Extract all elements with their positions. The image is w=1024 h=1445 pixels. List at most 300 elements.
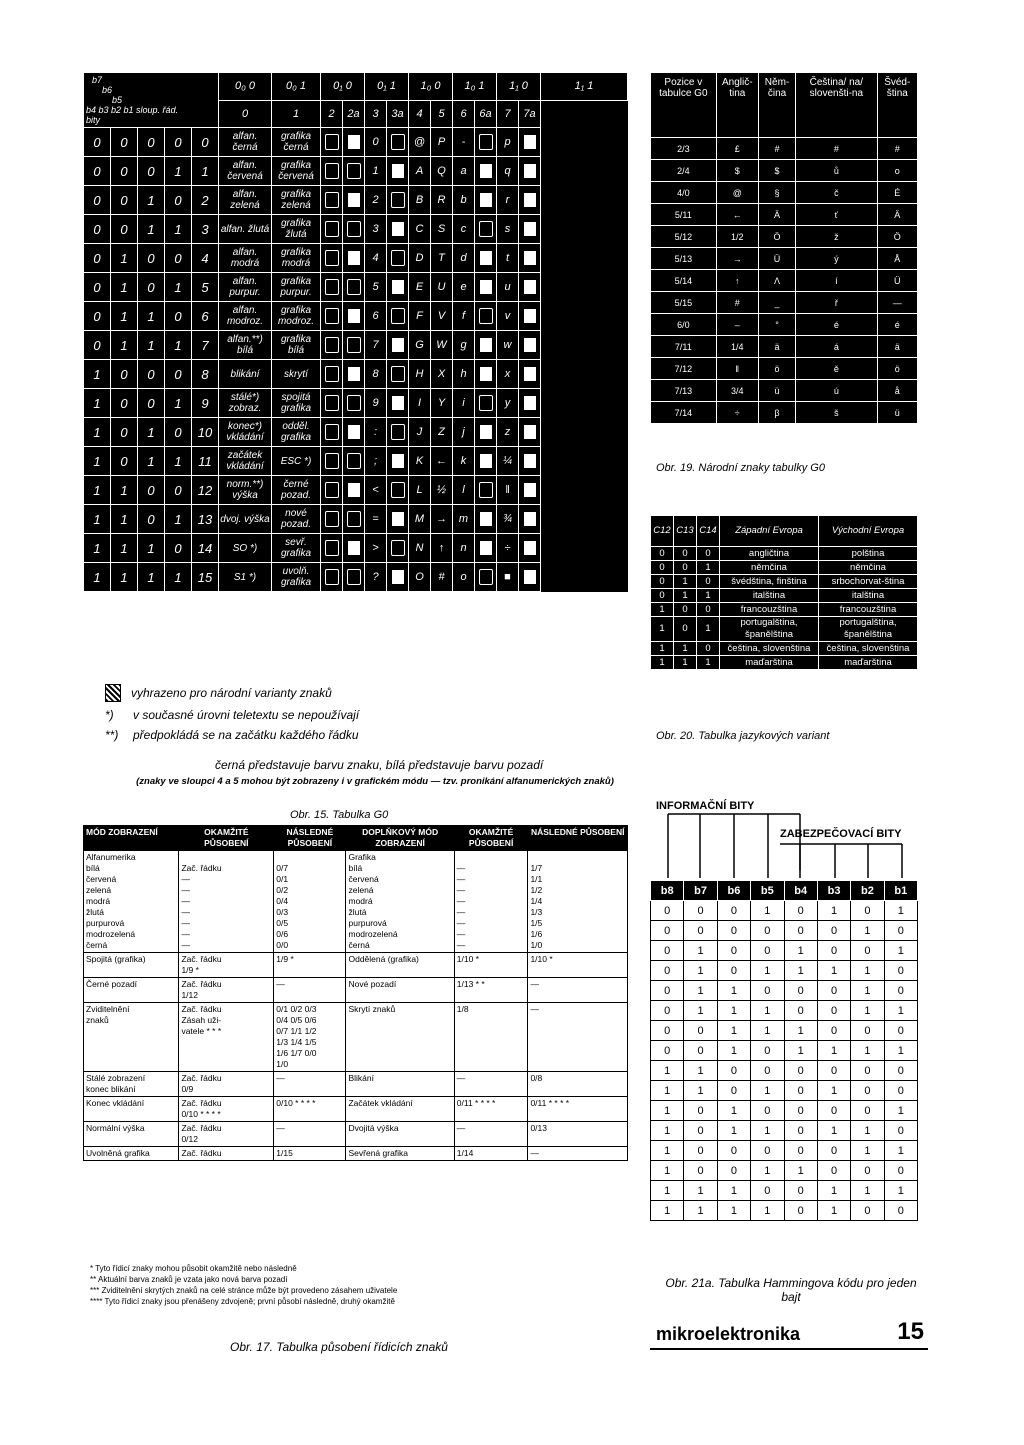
mosaic-icon xyxy=(325,395,339,411)
table21-cell: 1 xyxy=(751,1081,784,1101)
table21-cell: 0 xyxy=(817,1141,850,1161)
table21-cell: 0 xyxy=(784,1181,817,1201)
table20-row xyxy=(651,656,918,670)
table21-cell: 1 xyxy=(817,961,850,981)
mosaic-icon xyxy=(480,338,492,352)
table17-cell: Dvojitá výška xyxy=(346,1122,454,1147)
table19-header: Švéd-ština xyxy=(877,73,918,138)
mosaic-cell xyxy=(321,360,343,389)
row-number: 0 xyxy=(192,128,219,157)
mosaic-cell xyxy=(387,360,409,389)
table21-cell: 1 xyxy=(717,1201,750,1221)
char-cell: 9 xyxy=(365,389,387,418)
mosaic-cell xyxy=(387,476,409,505)
mosaic-icon xyxy=(524,454,536,468)
char-cell: < xyxy=(365,476,387,505)
bit-cell: 0 xyxy=(111,447,138,476)
table19-cell: – xyxy=(716,314,758,336)
mosaic-cell xyxy=(387,331,409,360)
char-cell: w xyxy=(497,331,519,360)
bit-brackets xyxy=(650,810,918,882)
col-bits-header: 1₁ 1 xyxy=(541,73,628,101)
row-number: 12 xyxy=(192,476,219,505)
table19-header: Pozice v tabulce G0 xyxy=(651,73,717,138)
mosaic-cell xyxy=(321,331,343,360)
char-cell: v xyxy=(497,302,519,331)
table19-cell: Ö xyxy=(758,226,795,248)
char-cell: q xyxy=(497,157,519,186)
mosaic-icon xyxy=(392,164,404,178)
table19-row xyxy=(651,270,918,292)
corner-bity: bity xyxy=(86,115,101,125)
table21-cell: 1 xyxy=(751,961,784,981)
table19-cell: £ xyxy=(716,138,758,160)
table19-cell: č xyxy=(796,182,877,204)
table21-cell: 0 xyxy=(784,1141,817,1161)
bit-cell: 0 xyxy=(138,128,165,157)
table21-cell: 0 xyxy=(817,1101,850,1121)
g0-row xyxy=(84,476,628,505)
table21-cell: 1 xyxy=(684,941,717,961)
table21-cell: 1 xyxy=(651,1081,684,1101)
footnote: * Tyto řídicí znaky mohou působit okamžitě nebo následně xyxy=(90,1264,297,1273)
g0-row xyxy=(84,534,628,563)
table20-cell: 0 xyxy=(674,547,697,561)
table19-cell: → xyxy=(716,248,758,270)
legend-line-1: vyhrazeno pro národní varianty znaků xyxy=(131,686,332,700)
table19-cell: ý xyxy=(796,248,877,270)
mosaic-icon xyxy=(348,193,360,207)
table21-cell: 1 xyxy=(717,1181,750,1201)
column-1-cell: sevř. grafika xyxy=(272,534,321,563)
footnote: **** Tyto řídicí znaky jsou přenášeny zdvojeně; první působí následně, druhý okamžitě xyxy=(90,1297,395,1306)
table21-cell: 0 xyxy=(751,981,784,1001)
table17-cell: Zač. řádku 0/12 xyxy=(179,1122,274,1147)
mosaic-cell xyxy=(387,563,409,592)
g0-row xyxy=(84,505,628,534)
table21-cell: 0 xyxy=(684,1121,717,1141)
bit-cell: 1 xyxy=(111,244,138,273)
table21-cell: 1 xyxy=(851,1141,884,1161)
table21-cell: 0 xyxy=(784,1121,817,1141)
table17-cell: Spojitá (grafika) xyxy=(84,953,179,978)
table19-cell: ü xyxy=(877,402,918,424)
table21-header: b6 xyxy=(717,881,750,901)
column-1-cell: grafika modrá xyxy=(272,244,321,273)
mosaic-icon xyxy=(524,338,536,352)
char-cell: W xyxy=(431,331,453,360)
mosaic-icon xyxy=(391,250,405,266)
table20-cell: portugalština, španělština xyxy=(819,617,918,642)
table17-cell: Konec vkládání xyxy=(84,1097,179,1122)
char-cell: B xyxy=(409,186,431,215)
column-0-cell: dvoj. výška xyxy=(219,505,272,534)
g0-row xyxy=(84,302,628,331)
table19-cell: š xyxy=(796,402,877,424)
table20-cell: srbochorvat-ština xyxy=(819,575,918,589)
mosaic-icon xyxy=(325,134,339,150)
table21-cell: 0 xyxy=(717,921,750,941)
table21-cell: 1 xyxy=(684,1001,717,1021)
table21-row xyxy=(651,1021,918,1041)
table19-cell: 1/4 xyxy=(716,336,758,358)
table17-cell: 1/14 xyxy=(454,1147,528,1161)
char-cell: @ xyxy=(409,128,431,157)
table19-cell: Ü xyxy=(758,248,795,270)
mosaic-icon xyxy=(480,251,492,265)
table17-cell: 1/13 * * xyxy=(454,978,528,1003)
mosaic-icon xyxy=(347,163,361,179)
table17-cell: — xyxy=(454,1072,528,1097)
table21-cell: 1 xyxy=(751,1121,784,1141)
table21-cell: 0 xyxy=(851,1061,884,1081)
char-cell: = xyxy=(365,505,387,534)
char-cell: J xyxy=(409,418,431,447)
g0-row xyxy=(84,186,628,215)
table21-cell: 1 xyxy=(851,1181,884,1201)
table21-cell: 1 xyxy=(651,1181,684,1201)
char-cell: N xyxy=(409,534,431,563)
table17-row xyxy=(84,978,628,1003)
table19-cell: ě xyxy=(796,358,877,380)
bit-cell: 0 xyxy=(138,476,165,505)
table19-cell: — xyxy=(877,292,918,314)
table21-header: b3 xyxy=(817,881,850,901)
table19-row xyxy=(651,314,918,336)
g0-row xyxy=(84,215,628,244)
mosaic-icon xyxy=(325,250,339,266)
mosaic-icon xyxy=(524,193,536,207)
table21-cell: 1 xyxy=(717,1021,750,1041)
mosaic-cell xyxy=(475,128,497,157)
table20-header: C14 xyxy=(697,516,720,547)
col-bits-header: 1₀ 1 xyxy=(453,73,497,101)
mosaic-icon xyxy=(524,396,536,410)
bit-cell: 0 xyxy=(165,534,192,563)
mosaic-icon xyxy=(325,366,339,382)
char-cell: D xyxy=(409,244,431,273)
table19-cell: ° xyxy=(758,314,795,336)
language-variants-table xyxy=(650,515,918,670)
table21-cell: 0 xyxy=(717,941,750,961)
table21-cell: 0 xyxy=(684,1141,717,1161)
char-cell: > xyxy=(365,534,387,563)
mosaic-cell xyxy=(343,418,365,447)
mosaic-cell xyxy=(387,215,409,244)
col-number-header: 2a xyxy=(343,100,365,128)
table17-cell: Zviditelnění znaků xyxy=(84,1003,179,1072)
table17-cell: — xyxy=(528,1147,628,1161)
table19-cell: ř xyxy=(796,292,877,314)
g0-row xyxy=(84,418,628,447)
table19-row xyxy=(651,358,918,380)
mosaic-icon xyxy=(479,569,493,585)
table21-cell: 0 xyxy=(851,941,884,961)
table21-cell: 0 xyxy=(717,961,750,981)
table21-cell: 0 xyxy=(717,1081,750,1101)
mosaic-icon xyxy=(391,540,405,556)
table19-cell: 4/0 xyxy=(651,182,717,204)
mosaic-cell xyxy=(387,157,409,186)
table17-cell: — xyxy=(528,978,628,1003)
mosaic-cell xyxy=(343,563,365,592)
char-cell: b xyxy=(453,186,475,215)
table19-row xyxy=(651,336,918,358)
col-number-header: 7 xyxy=(497,100,519,128)
col-number-header: 6a xyxy=(475,100,497,128)
char-cell: : xyxy=(365,418,387,447)
mosaic-icon xyxy=(392,396,404,410)
bit-cell: 1 xyxy=(111,302,138,331)
table21-cell: 0 xyxy=(851,1201,884,1221)
char-cell: ÷ xyxy=(497,534,519,563)
col-bits-header: 1₁ 0 xyxy=(497,73,541,101)
char-cell: X xyxy=(431,360,453,389)
mosaic-cell xyxy=(343,215,365,244)
table17-cell: Zač. řádku 0/10 * * * * xyxy=(179,1097,274,1122)
table20-caption: Obr. 20. Tabulka jazykových variant xyxy=(656,730,830,742)
mosaic-icon xyxy=(392,338,404,352)
legend-mark-2: *) xyxy=(105,708,114,722)
table21-cell: 1 xyxy=(817,1181,850,1201)
char-cell: P xyxy=(431,128,453,157)
char-cell: H xyxy=(409,360,431,389)
bit-cell: 1 xyxy=(138,418,165,447)
char-cell: K xyxy=(409,447,431,476)
column-1-cell: černé pozad. xyxy=(272,476,321,505)
table21-cell: 1 xyxy=(651,1061,684,1081)
mosaic-icon xyxy=(325,163,339,179)
column-1-cell: uvolň. grafika xyxy=(272,563,321,592)
bit-cell: 0 xyxy=(111,128,138,157)
table21-cell: 1 xyxy=(651,1101,684,1121)
table21-cell: 0 xyxy=(651,1021,684,1041)
table17-cell: Skrytí znaků xyxy=(346,1003,454,1072)
table20-cell: 1 xyxy=(651,642,674,656)
bit-cell: 0 xyxy=(165,186,192,215)
mosaic-icon xyxy=(325,337,339,353)
col-bits-header: 0₀ 1 xyxy=(272,73,321,101)
mosaic-cell xyxy=(387,128,409,157)
row-number: 10 xyxy=(192,418,219,447)
mosaic-cell xyxy=(343,128,365,157)
bit-cell: 0 xyxy=(84,128,111,157)
bit-cell: 0 xyxy=(165,128,192,157)
bit-cell: 1 xyxy=(84,505,111,534)
table21-cell: 0 xyxy=(717,1161,750,1181)
table17-header: NÁSLEDNÉ PŮSOBENÍ xyxy=(274,826,346,851)
table17-cell: Alfanumerika bílá červená zelená modrá žlutá purpurová modrozelená černá xyxy=(84,851,179,953)
table20-row xyxy=(651,575,918,589)
table21-cell: 0 xyxy=(717,901,750,921)
table21-cell: 1 xyxy=(884,1101,917,1121)
security-bits-label: ZABEZPEČOVACÍ BITY xyxy=(780,828,902,840)
table20-cell: italština xyxy=(720,589,819,603)
table21-cell: 0 xyxy=(684,1021,717,1041)
table17-header: MÓD ZOBRAZENÍ xyxy=(84,826,179,851)
mosaic-cell xyxy=(475,418,497,447)
char-cell: ■ xyxy=(497,563,519,592)
table19-cell: ů xyxy=(796,160,877,182)
mosaic-cell xyxy=(387,273,409,302)
table21-cell: 0 xyxy=(651,921,684,941)
table21-cell: 1 xyxy=(684,1081,717,1101)
table17-row xyxy=(84,1122,628,1147)
info-bits-label: INFORMAČNÍ BITY xyxy=(656,800,755,812)
bit-cell: 1 xyxy=(165,331,192,360)
char-cell: T xyxy=(431,244,453,273)
table20-cell: 0 xyxy=(697,547,720,561)
mosaic-icon xyxy=(348,425,360,439)
table20-cell: 1 xyxy=(651,617,674,642)
table20-cell: němčina xyxy=(720,561,819,575)
mosaic-cell xyxy=(519,128,541,157)
mosaic-icon xyxy=(479,308,493,324)
col-bits-header: 0₁ 0 xyxy=(321,73,365,101)
table21-cell: 1 xyxy=(751,901,784,921)
table21-cell: 0 xyxy=(751,1061,784,1081)
table20-cell: 0 xyxy=(651,561,674,575)
g0-row xyxy=(84,273,628,302)
mosaic-icon xyxy=(524,280,536,294)
table21-cell: 1 xyxy=(884,941,917,961)
char-cell: U xyxy=(431,273,453,302)
mosaic-cell xyxy=(321,244,343,273)
mosaic-icon xyxy=(392,454,404,468)
table19-cell: ö xyxy=(758,358,795,380)
table21-cell: 1 xyxy=(784,941,817,961)
table19-cell: 1/2 xyxy=(716,226,758,248)
column-0-cell: SO *) xyxy=(219,534,272,563)
mosaic-icon xyxy=(347,279,361,295)
table21-cell: 1 xyxy=(817,1041,850,1061)
legend-note-2: (znaky ve sloupci 4 a 5 mohou být zobrazeny i v grafickém módu — tzv. pronikání alfanumerických znaků) xyxy=(136,776,614,787)
mosaic-cell xyxy=(387,302,409,331)
table20-cell: 0 xyxy=(697,575,720,589)
table17-cell: — xyxy=(454,1122,528,1147)
table21-cell: 1 xyxy=(717,1101,750,1121)
mosaic-cell xyxy=(321,418,343,447)
table21-cell: 0 xyxy=(651,981,684,1001)
table19-cell: Λ xyxy=(758,270,795,292)
col-bits-header: 1₀ 0 xyxy=(409,73,453,101)
table20-header: C13 xyxy=(674,516,697,547)
table21-cell: 0 xyxy=(784,1201,817,1221)
mosaic-cell xyxy=(519,563,541,592)
column-0-cell: alfan. modrá xyxy=(219,244,272,273)
mosaic-icon xyxy=(391,424,405,440)
mosaic-cell xyxy=(475,331,497,360)
table21-cell: 1 xyxy=(651,1121,684,1141)
mosaic-icon xyxy=(524,164,536,178)
table17-row xyxy=(84,1097,628,1122)
bit-cell: 0 xyxy=(84,273,111,302)
table19-cell: ‖ xyxy=(716,358,758,380)
bit-cell: 0 xyxy=(138,505,165,534)
char-cell: ↑ xyxy=(431,534,453,563)
bit-cell: 0 xyxy=(84,331,111,360)
char-cell: ? xyxy=(365,563,387,592)
table21-cell: 0 xyxy=(751,941,784,961)
table19-row xyxy=(651,248,918,270)
mosaic-icon xyxy=(348,541,360,555)
char-cell: m xyxy=(453,505,475,534)
table21-row xyxy=(651,941,918,961)
mosaic-icon xyxy=(524,512,536,526)
col-number-header: 2 xyxy=(321,100,343,128)
mosaic-icon xyxy=(348,483,360,497)
mosaic-cell xyxy=(321,215,343,244)
mosaic-icon xyxy=(348,309,360,323)
mosaic-cell xyxy=(321,447,343,476)
mosaic-cell xyxy=(321,128,343,157)
table19-cell: 7/13 xyxy=(651,380,717,402)
table17-cell: 0/1 0/2 0/3 0/4 0/5 0/6 0/7 1/1 1/2 1/3 1/4 1/5 1/6 1/7 0/0 1/0 xyxy=(274,1003,346,1072)
bit-cell: 1 xyxy=(84,418,111,447)
table21-cell: 0 xyxy=(817,1001,850,1021)
table19-cell: É xyxy=(877,182,918,204)
table19-cell: _ xyxy=(758,292,795,314)
table19-cell: 5/12 xyxy=(651,226,717,248)
table17-cell: Zač. řádku 0/9 xyxy=(179,1072,274,1097)
mosaic-cell xyxy=(387,534,409,563)
table19-cell: 5/11 xyxy=(651,204,717,226)
mosaic-icon xyxy=(325,569,339,585)
table20-cell: polština xyxy=(819,547,918,561)
table19-cell: o xyxy=(877,160,918,182)
bit-cell: 0 xyxy=(111,215,138,244)
table21-row xyxy=(651,961,918,981)
table21-cell: 0 xyxy=(651,941,684,961)
char-cell: Q xyxy=(431,157,453,186)
table21-cell: 1 xyxy=(751,1201,784,1221)
bit-cell: 0 xyxy=(165,476,192,505)
char-cell: g xyxy=(453,331,475,360)
table21-cell: 1 xyxy=(884,1001,917,1021)
footer xyxy=(650,1318,928,1350)
char-cell: h xyxy=(453,360,475,389)
table20-cell: 1 xyxy=(697,561,720,575)
col-number-header: 5 xyxy=(431,100,453,128)
mosaic-cell xyxy=(475,186,497,215)
table17-cell: Zač. řádku — — — — — — — xyxy=(179,851,274,953)
table21-cell: 0 xyxy=(684,1101,717,1121)
table21-cell: 0 xyxy=(751,921,784,941)
table19-cell: 3/4 xyxy=(716,380,758,402)
mosaic-icon xyxy=(347,453,361,469)
table19-cell: @ xyxy=(716,182,758,204)
table21-cell: 1 xyxy=(751,1161,784,1181)
column-0-cell: S1 *) xyxy=(219,563,272,592)
table21-cell: 0 xyxy=(784,901,817,921)
table19-cell: Ü xyxy=(877,270,918,292)
mosaic-cell xyxy=(343,331,365,360)
char-cell: ; xyxy=(365,447,387,476)
col-number-header: 7a xyxy=(519,100,541,128)
corner-bits: b4 b3 b2 b1 sloup. řád. xyxy=(86,105,179,115)
table21-cell: 0 xyxy=(784,1101,817,1121)
col-number-header: 4 xyxy=(409,100,431,128)
mosaic-icon xyxy=(325,308,339,324)
table17-cell: Zač. řádku 1/9 * xyxy=(179,953,274,978)
bit-cell: 1 xyxy=(165,563,192,592)
table21-header: b1 xyxy=(884,881,917,901)
footnote: ** Aktuální barva znaků je vzata jako nová barva pozadí xyxy=(90,1275,288,1284)
mosaic-icon xyxy=(325,482,339,498)
table21-cell: 0 xyxy=(884,1021,917,1041)
char-cell: L xyxy=(409,476,431,505)
char-cell: G xyxy=(409,331,431,360)
